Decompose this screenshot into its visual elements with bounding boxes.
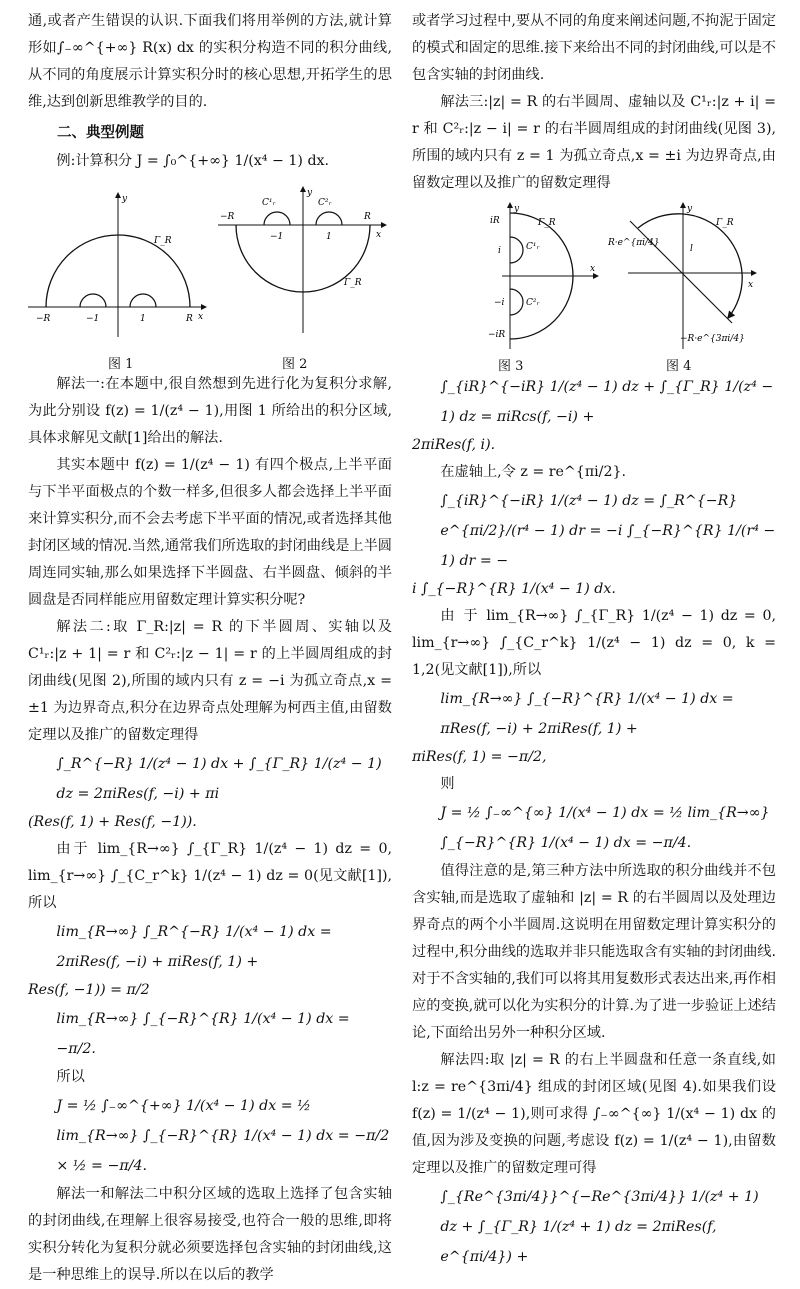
figure-1-caption: 图 1: [108, 357, 134, 372]
left-paragraph-5: 由于 lim_{R→∞} ∫_{Γ_R} 1/(z⁴ − 1) dz = 0, lim_{r→∞} ∫_{C_r^k} 1/(z⁴ − 1) dz = 0(见文献[1]),所以: [28, 841, 392, 911]
left-equation-1: ∫_R^{−R} 1/(z⁴ − 1) dx + ∫_{Γ_R} 1/(z⁴ − 1) dz = 2πiRes(f, −i) + πi: [56, 756, 382, 802]
example-statement: 例:计算积分 J = ∫₀^{+∞} 1/(x⁴ − 1) dx.: [56, 153, 330, 169]
solution-3: 解法三:|z| = R 的右半圆周、虚轴以及 C¹ᵣ:|z + i| = r 和 C²ᵣ:|z − i| = r 的右半圆周组成的封闭曲线(见图 3),所围的域内只有 z = 1 为孤立奇点,x = ±i 为边界奇点,由留数定理以及推广的留数定理得: [412, 94, 776, 191]
right-equation-4: J = ½ ∫₋∞^{∞} 1/(x⁴ − 1) dx = ½ lim_{R→∞} ∫_{−R}^{R} 1/(x⁴ − 1) dx = −π/4.: [440, 805, 770, 851]
fig3-label-ir: iR: [490, 216, 500, 226]
fig3-label-gamma: Γ_R: [538, 218, 556, 228]
fig2-label-minus-1: −1: [270, 232, 284, 242]
figure-3: [482, 201, 602, 351]
fig3-label-x: x: [590, 264, 596, 274]
figure-2-caption: 图 2: [282, 357, 308, 372]
fig4-label-y: y: [687, 204, 693, 214]
fig3-label-minus-ir: −iR: [488, 330, 506, 340]
left-equation-3: lim_{R→∞} ∫_{−R}^{R} 1/(x⁴ − 1) dx = −π/2.: [56, 1011, 350, 1057]
fig1-label-minus-1: −1: [86, 314, 100, 324]
figure-4-caption: 图 4: [666, 359, 692, 374]
fig1-label-gamma: Γ_R: [154, 236, 172, 246]
right-paragraph-3: 在虚轴上,令 z = re^{πi/2}.: [440, 464, 627, 480]
figure-1: [28, 189, 208, 339]
fig1-label-1: 1: [140, 314, 146, 324]
fig4-label-minus-re: −R·e^{3πi/4}: [680, 334, 745, 344]
right-equation-3: lim_{R→∞} ∫_{−R}^{R} 1/(x⁴ − 1) dx = πRes(f, −i) + 2πiRes(f, 1) +: [440, 691, 734, 737]
fig4-label-x: x: [748, 280, 754, 290]
fig2-label-1: 1: [326, 232, 332, 242]
right-equation-2b: i ∫_{−R}^{R} 1/(x⁴ − 1) dx.: [412, 581, 616, 597]
solution-4: 解法四:取 |z| = R 的右上半圆盘和任意一条直线,如 l:z = re^{3πi/4} 组成的封闭区域(见图 4).如果我们设 f(z) = 1/(z⁴ − 1),则可求得 ∫₋∞^{∞} 1/(x⁴ − 1) dx 的值,因为涉及变换的问题,考虑设 f(z) = 1/(z⁴ − 1),由留数定理以及推广的留数定理可得: [412, 1052, 776, 1176]
solution-2: 解法二:取 Γ_R:|z| = R 的下半圆周、实轴以及 C¹ᵣ:|z + 1| = r 和 C²ᵣ:|z − 1| = r 的上半圆周组成的封闭曲线(见图 2),所围的域内只有 z = −i 为孤立奇点,x = ±1 为边界奇点,积分在边界奇点处理解为柯西主值,由留数定理以及推广的留数定理得: [28, 619, 392, 743]
right-equation-2: ∫_{iR}^{−iR} 1/(z⁴ − 1) dz = ∫_R^{−R} e^{πi/2}/(r⁴ − 1) dr = −i ∫_{−R}^{R} 1/(r⁴ − 1) dr = −: [440, 493, 776, 569]
fig3-label-c2: C²ᵣ: [526, 298, 540, 308]
figure-3-caption: 图 3: [498, 359, 524, 374]
figure-2: [218, 185, 388, 335]
right-column: [412, 8, 776, 1272]
fig2-label-r: R: [364, 212, 371, 222]
fig2-label-minus-r: −R: [220, 212, 235, 222]
left-equation-2b: Res(f, −1)) = π/2: [28, 982, 150, 998]
left-equation-1b: (Res(f, 1) + Res(f, −1)).: [28, 814, 197, 830]
figures-1-2: [28, 175, 392, 371]
fig4-label-gamma: Γ_R: [716, 218, 734, 228]
right-paragraph-5: 值得注意的是,第三种方法中所选取的积分曲线并不包含实轴,而是选取了虚轴和 |z| = R 的右半圆周以及处理边界奇点的两个小半圆周.这说明在用留数定理计算实积分的过程中,积分曲线的选取并非只能选取含有实轴的封闭曲线.对于不含实轴的,我们可以将其用复数形式表达出来,再作相应的变换,就可以化为实积分的计算.为了进一步验证上述结论,下面给出另外一种积分区域.: [412, 863, 776, 1041]
left-paragraph-3: 其实本题中 f(z) = 1/(z⁴ − 1) 有四个极点,上半平面与下半平面极点的个数一样多,但很多人都会选择上半平面来计算实积分,而不会去考虑下半平面的情况,或者选择其他封闭区域的情况.当然,通常我们所选取的封闭曲线是上半圆周连同实轴,那么如果选择下半圆盘、右半圆盘、倾斜的半圆盘是否同样能应用留数定理计算实积分呢?: [28, 457, 392, 608]
right-paragraph-4: 由 于 lim_{R→∞} ∫_{Γ_R} 1/(z⁴ − 1) dz = 0, lim_{r→∞} ∫_{C_r^k} 1/(z⁴ − 1) dz = 0, k = 1,2(见文献[1]),所以: [412, 608, 776, 678]
section-heading: 二、典型例题: [57, 125, 144, 141]
right-equation-3b: πiRes(f, 1) = −π/2,: [412, 749, 547, 765]
fig4-label-re: R·e^{πi/4}: [608, 238, 660, 248]
right-equation-1: ∫_{iR}^{−iR} 1/(z⁴ − 1) dz + ∫_{Γ_R} 1/(z⁴ − 1) dz = πiRcs(f, −i) +: [440, 379, 774, 425]
fig2-label-gamma: Γ_R: [344, 278, 362, 288]
fig4-label-l: l: [690, 244, 693, 254]
fig2-label-c1: C¹ᵣ: [262, 198, 276, 208]
right-equation-1b: 2πiRes(f, i).: [412, 437, 496, 453]
right-equation-5: ∫_{Re^{3πi/4}}^{−Re^{3πi/4}} 1/(z⁴ + 1) dz + ∫_{Γ_R} 1/(z⁴ + 1) dz = 2πiRes(f, e^{πi/4}) +: [440, 1189, 759, 1265]
left-equation-4: J = ½ ∫₋∞^{+∞} 1/(x⁴ − 1) dx = ½ lim_{R→∞} ∫_{−R}^{R} 1/(x⁴ − 1) dx = −π/2 × ½ = −π/4.: [56, 1098, 390, 1174]
fig1-label-y: y: [122, 194, 128, 204]
fig3-label-y: y: [514, 204, 520, 214]
fig2-label-c2: C²ᵣ: [318, 198, 332, 208]
fig3-label-minus-i: −i: [494, 298, 505, 308]
figure-4: [608, 201, 758, 351]
right-paragraph-1: 或者学习过程中,要从不同的角度来阐述问题,不拘泥于固定的模式和固定的思维.接下来给出不同的封闭曲线,可以是不包含实轴的封闭曲线.: [412, 13, 776, 83]
right-then: 则: [440, 776, 455, 792]
left-equation-2: lim_{R→∞} ∫_R^{−R} 1/(x⁴ − 1) dx = 2πiRes(f, −i) + πiRes(f, 1) +: [56, 924, 332, 970]
left-so: 所以: [56, 1069, 85, 1085]
fig2-label-y: y: [307, 188, 313, 198]
fig3-label-c1: C¹ᵣ: [526, 242, 540, 252]
fig3-label-i: i: [498, 246, 501, 256]
fig1-label-r: R: [186, 314, 193, 324]
fig1-label-minus-r: −R: [36, 314, 51, 324]
left-paragraph-1: 通,或者产生错误的认识.下面我们将用举例的方法,就计算形如∫₋∞^{+∞} R(x) dx 的实积分构造不同的积分曲线,从不同的角度展示计算实积分时的核心思想,开拓学生的思维,达到创新思维教学的目的.: [28, 13, 392, 110]
left-column: [28, 8, 392, 1289]
solution-1: 解法一:在本题中,很自然想到先进行化为复积分求解,为此分别设 f(z) = 1/(z⁴ − 1),用图 1 所给出的积分区域,具体求解见文献[1]给出的解法.: [28, 376, 392, 446]
fig1-label-x: x: [198, 312, 204, 322]
fig2-label-x: x: [376, 230, 382, 240]
figures-3-4: [412, 197, 776, 372]
left-paragraph-6: 解法一和解法二中积分区域的选取上选择了包含实轴的封闭曲线,在理解上很容易接受,也符合一般的思维,即将实积分转化为复积分就必须要选择包含实轴的封闭曲线,这是一种思维上的误导.所以在以后的教学: [28, 1186, 392, 1283]
